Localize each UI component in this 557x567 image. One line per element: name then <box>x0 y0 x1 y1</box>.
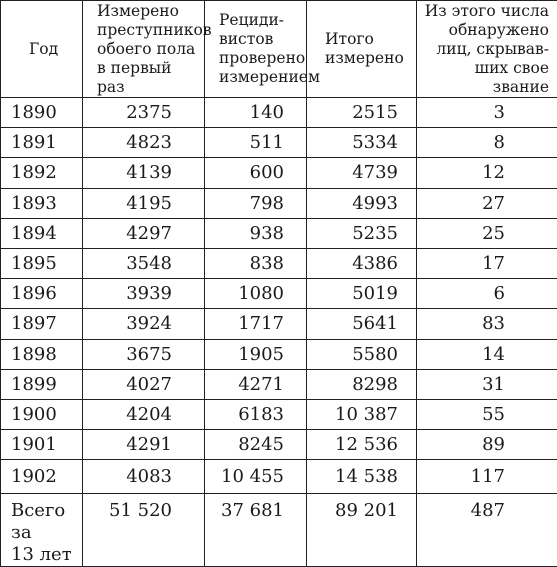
totals-total: 89 201 <box>307 494 417 567</box>
header-hidden-identity: Из этого числа обнаружено лиц, скрывавших свое звание <box>417 1 557 98</box>
table-row <box>1 369 557 399</box>
cell-first: 3924 <box>83 309 205 339</box>
cell-year: 1898 <box>1 339 83 369</box>
cell-first: 4027 <box>83 369 205 399</box>
cell-hidden: 117 <box>417 460 557 494</box>
cell-hidden: 8 <box>417 128 557 158</box>
cell-year: 1890 <box>1 98 83 128</box>
cell-first: 3548 <box>83 248 205 278</box>
cell-recidivists: 8245 <box>205 430 307 460</box>
cell-hidden: 25 <box>417 218 557 248</box>
cell-total: 5580 <box>307 339 417 369</box>
totals-first: 51 520 <box>83 494 205 567</box>
cell-hidden: 27 <box>417 188 557 218</box>
table-row <box>1 430 557 460</box>
cell-first: 4204 <box>83 399 205 429</box>
totals-recidivists: 37 681 <box>205 494 307 567</box>
cell-hidden: 55 <box>417 399 557 429</box>
header-total: Итого измерено <box>307 1 417 98</box>
cell-year: 1897 <box>1 309 83 339</box>
cell-hidden: 31 <box>417 369 557 399</box>
totals-label-line2: 13 лет <box>11 544 82 566</box>
header-recidivists: Рецидивистов проверено измерением <box>205 1 307 98</box>
header-year: Год <box>1 1 83 98</box>
cell-year: 1896 <box>1 279 83 309</box>
cell-hidden: 83 <box>417 309 557 339</box>
table-row <box>1 339 557 369</box>
cell-total: 4739 <box>307 158 417 188</box>
cell-recidivists: 10 455 <box>205 460 307 494</box>
cell-total: 4386 <box>307 248 417 278</box>
table-row <box>1 279 557 309</box>
cell-first: 2375 <box>83 98 205 128</box>
table-row <box>1 128 557 158</box>
table-row <box>1 158 557 188</box>
cell-year: 1895 <box>1 248 83 278</box>
cell-total: 10 387 <box>307 399 417 429</box>
totals-row <box>1 494 557 567</box>
cell-year: 1900 <box>1 399 83 429</box>
cell-total: 5019 <box>307 279 417 309</box>
cell-first: 4297 <box>83 218 205 248</box>
cell-total: 5641 <box>307 309 417 339</box>
cell-total: 12 536 <box>307 430 417 460</box>
cell-recidivists: 4271 <box>205 369 307 399</box>
cell-hidden: 6 <box>417 279 557 309</box>
cell-hidden: 17 <box>417 248 557 278</box>
cell-recidivists: 1080 <box>205 279 307 309</box>
table-row <box>1 98 557 128</box>
cell-first: 4823 <box>83 128 205 158</box>
cell-first: 4291 <box>83 430 205 460</box>
table-row <box>1 399 557 429</box>
totals-hidden: 487 <box>417 494 557 567</box>
table-row <box>1 309 557 339</box>
cell-year: 1901 <box>1 430 83 460</box>
table-row <box>1 188 557 218</box>
cell-recidivists: 140 <box>205 98 307 128</box>
cell-first: 4083 <box>83 460 205 494</box>
cell-year: 1893 <box>1 188 83 218</box>
cell-recidivists: 1905 <box>205 339 307 369</box>
cell-year: 1899 <box>1 369 83 399</box>
cell-recidivists: 938 <box>205 218 307 248</box>
cell-hidden: 89 <box>417 430 557 460</box>
cell-total: 8298 <box>307 369 417 399</box>
table-row <box>1 460 557 494</box>
cell-total: 4993 <box>307 188 417 218</box>
table-row <box>1 218 557 248</box>
cell-recidivists: 6183 <box>205 399 307 429</box>
cell-hidden: 3 <box>417 98 557 128</box>
table-row <box>1 248 557 278</box>
cell-first: 4139 <box>83 158 205 188</box>
cell-total: 14 538 <box>307 460 417 494</box>
cell-recidivists: 1717 <box>205 309 307 339</box>
cell-recidivists: 838 <box>205 248 307 278</box>
cell-year: 1892 <box>1 158 83 188</box>
cell-total: 5235 <box>307 218 417 248</box>
cell-year: 1902 <box>1 460 83 494</box>
header-first-time: Измерено преступников обоего пола в первый раз <box>83 1 205 98</box>
cell-first: 3939 <box>83 279 205 309</box>
cell-total: 5334 <box>307 128 417 158</box>
header-row <box>1 1 557 98</box>
cell-recidivists: 798 <box>205 188 307 218</box>
totals-label-line1: Всего за <box>11 500 82 544</box>
cell-hidden: 12 <box>417 158 557 188</box>
cell-recidivists: 511 <box>205 128 307 158</box>
cell-hidden: 14 <box>417 339 557 369</box>
totals-label <box>1 494 83 567</box>
cell-year: 1891 <box>1 128 83 158</box>
cell-first: 4195 <box>83 188 205 218</box>
cell-total: 2515 <box>307 98 417 128</box>
cell-recidivists: 600 <box>205 158 307 188</box>
cell-year: 1894 <box>1 218 83 248</box>
cell-first: 3675 <box>83 339 205 369</box>
